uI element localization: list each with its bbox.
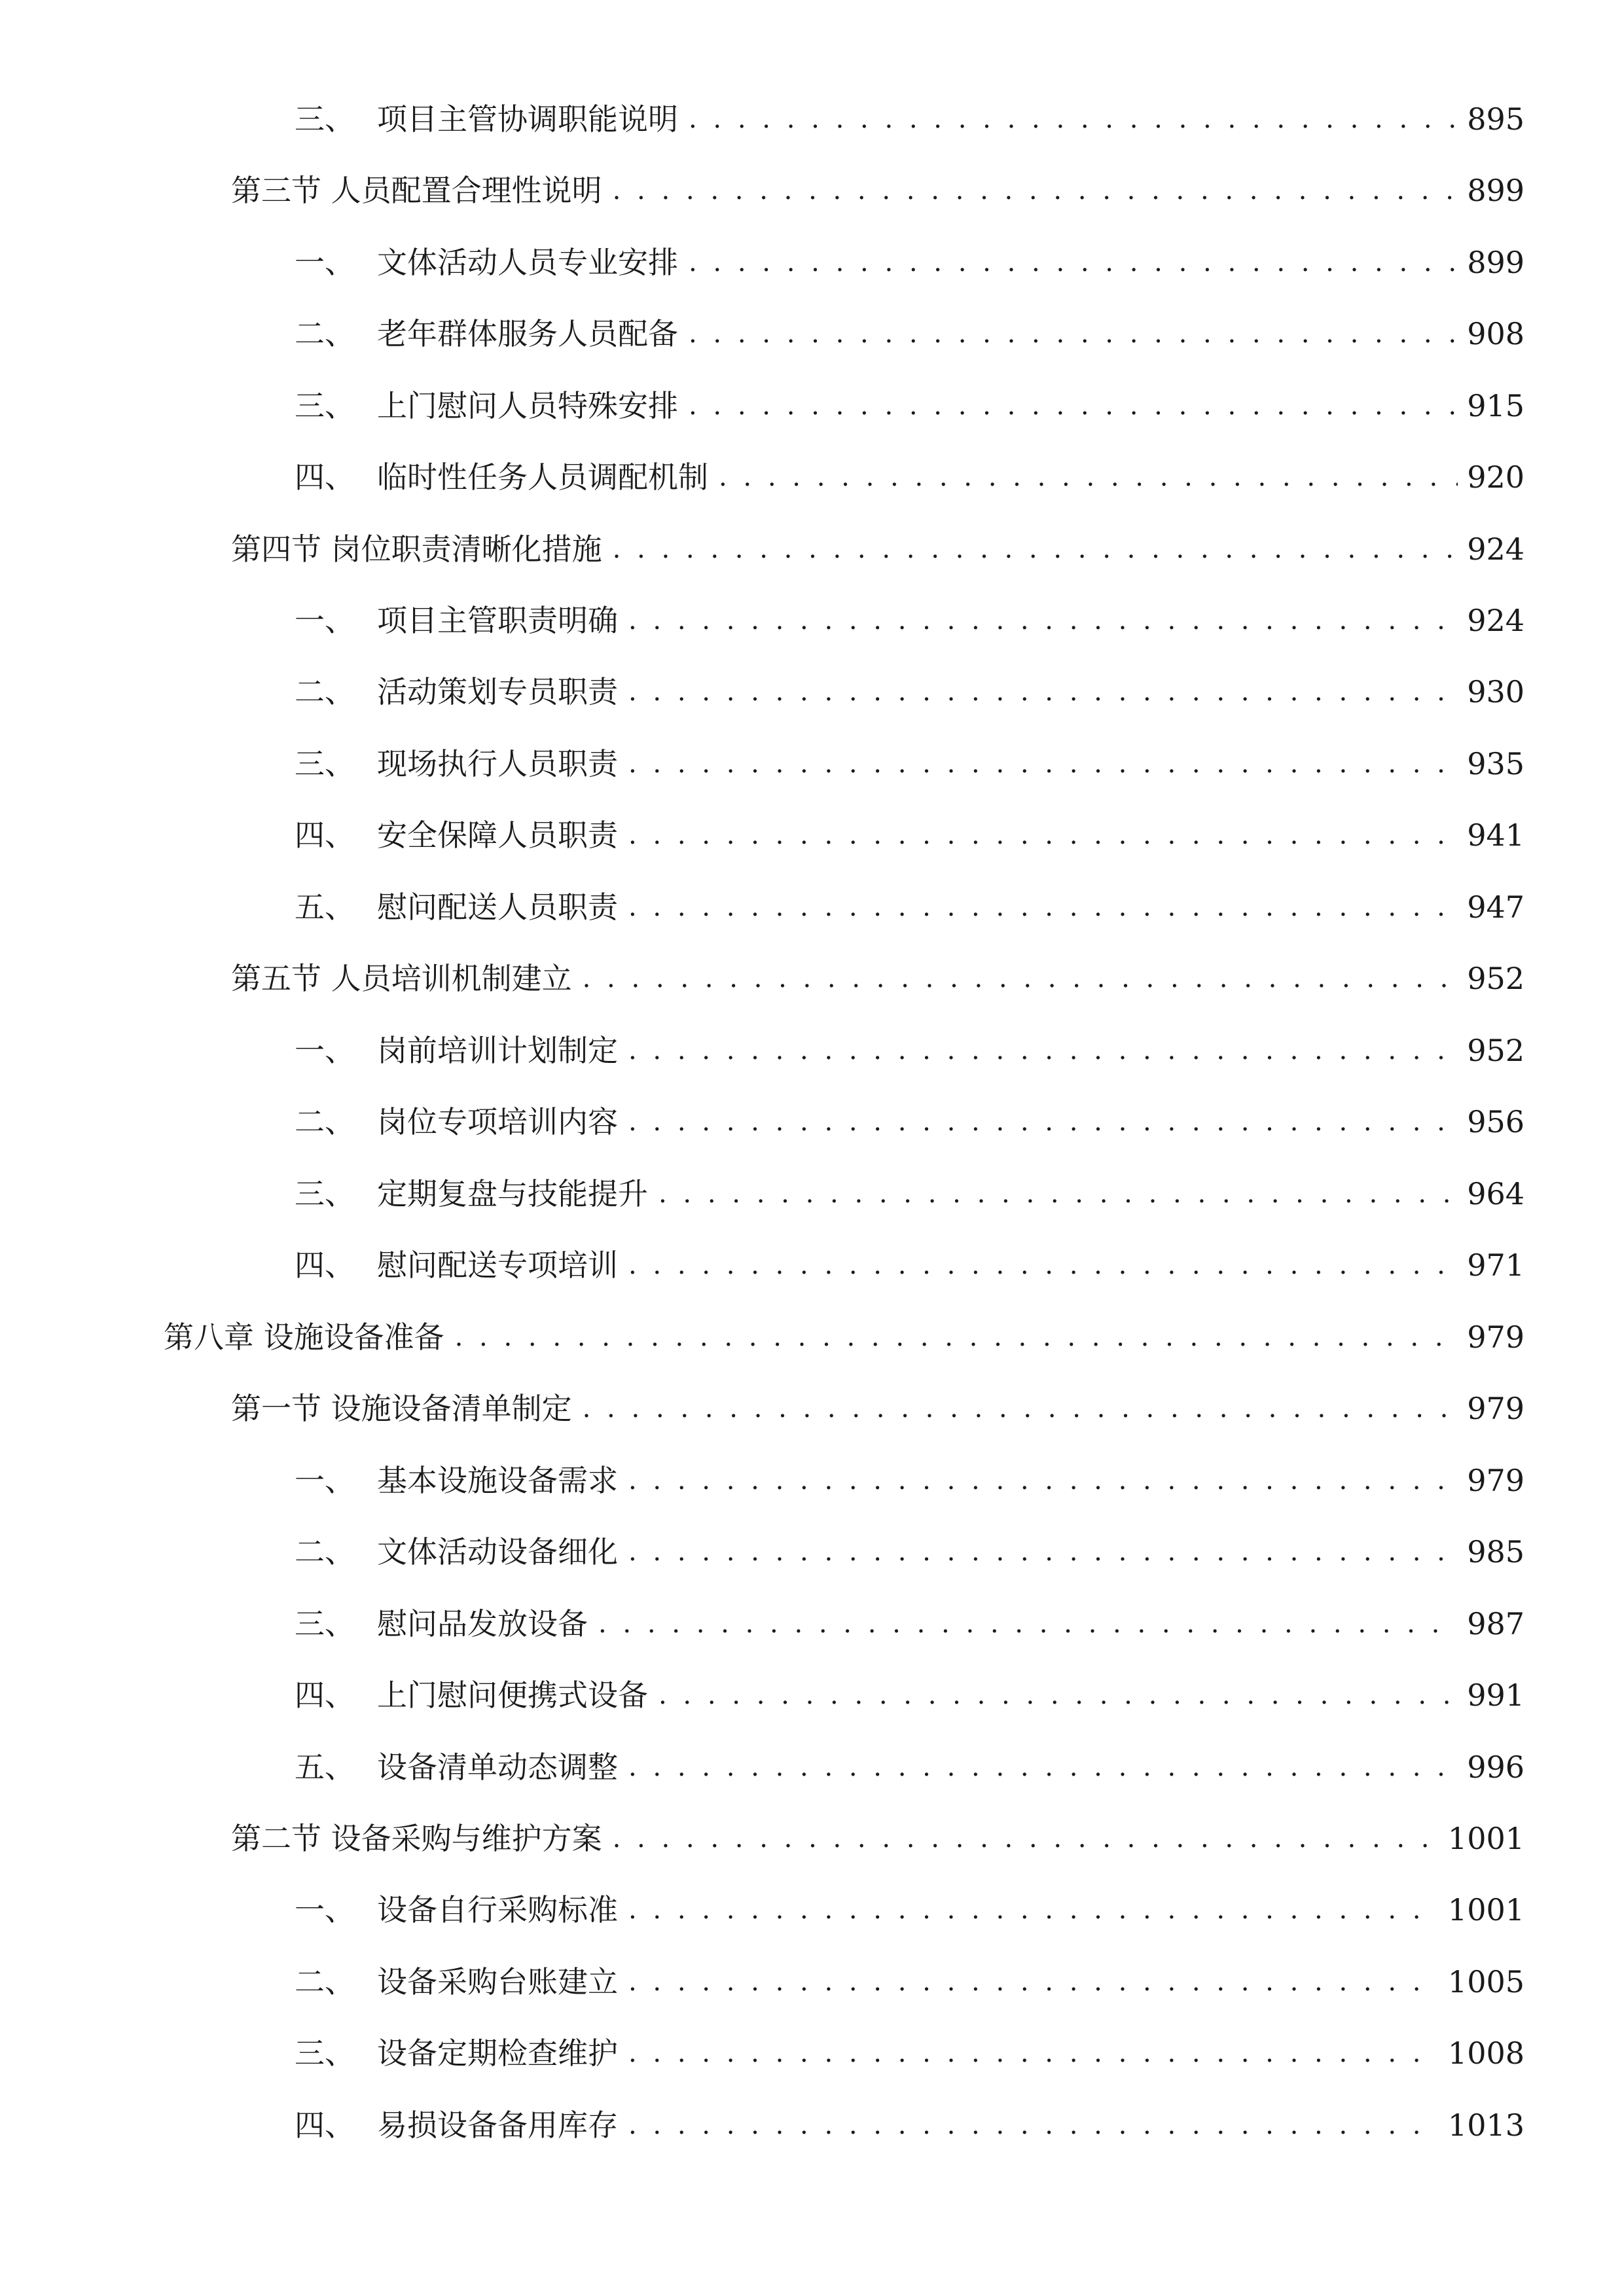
toc-entry-title: 第三节 人员配置合理性说明 [231,173,602,208]
toc-entry-number: 三、 [295,1606,355,1641]
toc-entry-number: 三、 [295,2036,355,2071]
dot-leader [689,236,1458,289]
toc-entry-number: 四、 [295,2108,355,2143]
toc-entry[interactable] [295,380,1525,432]
toc-entry-page: 979 [1467,1463,1525,1498]
toc-entry[interactable] [295,93,1525,145]
toc-entry-page: 908 [1467,316,1525,351]
toc-entry[interactable] [295,1454,1525,1507]
dot-leader [719,451,1458,503]
toc-entry-title: 慰问配送专项培训 [377,1247,618,1283]
toc-entry[interactable] [295,1096,1525,1148]
dot-leader [628,1526,1458,1578]
toc-entry-number: 四、 [295,459,355,495]
toc-entry-title: 慰问品发放设备 [377,1606,588,1641]
toc-entry-title: 老年群体服务人员配备 [377,316,678,351]
toc-entry-page: 1005 [1447,1964,1525,2000]
toc-entry-title: 设备自行采购标准 [377,1892,618,1928]
toc-entry-number: 三、 [295,746,355,781]
toc-entry[interactable] [295,451,1525,503]
toc-entry-number: 一、 [295,245,355,280]
toc-entry-number: 一、 [295,1033,355,1068]
dot-leader [628,594,1458,647]
toc-entry-page: 947 [1467,889,1525,925]
dot-leader [613,164,1458,217]
toc-entry-number: 一、 [295,1892,355,1928]
toc-entry-title: 岗前培训计划制定 [377,1033,618,1068]
toc-entry-number: 五、 [295,889,355,925]
dot-leader [613,523,1458,575]
toc-entry-page: 979 [1467,1391,1525,1426]
toc-entry-number: 三、 [295,388,355,423]
toc-entry-title: 活动策划专员职责 [377,674,618,709]
dot-leader [628,881,1458,933]
toc-entry-page: 956 [1467,1104,1525,1139]
toc-entry[interactable] [295,809,1525,861]
toc-entry-page: 996 [1467,1749,1525,1785]
toc-entry[interactable] [231,1382,1525,1435]
toc-entry-number: 二、 [295,316,355,351]
toc-entry-page: 1001 [1447,1892,1525,1928]
toc-entry-page: 952 [1467,961,1525,996]
toc-entry[interactable] [295,1168,1525,1220]
toc-entry-page: 924 [1467,531,1525,567]
dot-leader [659,1168,1458,1220]
toc-entry-page: 941 [1467,817,1525,853]
toc-entry[interactable] [295,594,1525,647]
toc-entry-number: 二、 [295,1534,355,1570]
toc-entry-title: 第二节 设备采购与维护方案 [231,1821,602,1856]
toc-entry-title: 安全保障人员职责 [377,817,618,853]
toc-entry-number: 四、 [295,1677,355,1713]
toc-entry-page: 971 [1467,1247,1525,1283]
dot-leader [628,1884,1439,1936]
toc-entry-page: 935 [1467,746,1525,781]
toc-entry[interactable] [295,1024,1525,1077]
toc-entry-title: 设备定期检查维护 [377,2036,618,2071]
toc-entry-title: 设备采购台账建立 [377,1964,618,2000]
toc-entry[interactable] [231,164,1525,217]
toc-entry-page: 1001 [1447,1821,1525,1856]
toc-entry-number: 三、 [295,101,355,137]
toc-entry-page: 985 [1467,1534,1525,1570]
toc-entry[interactable] [295,1884,1525,1936]
toc-entry[interactable] [295,2027,1525,2079]
toc-entry-title: 慰问配送人员职责 [377,889,618,925]
dot-leader [628,2099,1439,2151]
toc-entry-number: 一、 [295,603,355,638]
toc-entry-page: 991 [1467,1677,1525,1713]
toc-entry[interactable] [295,666,1525,718]
toc-entry-page: 930 [1467,674,1525,709]
toc-entry-number: 三、 [295,1176,355,1211]
toc-entry-page: 920 [1467,459,1525,495]
toc-entry-title: 岗位专项培训内容 [377,1104,618,1139]
dot-leader [583,1382,1458,1435]
toc-entry-page: 895 [1467,101,1525,137]
toc-entry-title: 第一节 设施设备清单制定 [231,1391,572,1426]
toc-entry-number: 四、 [295,817,355,853]
toc-entry-page: 964 [1467,1176,1525,1211]
toc-entry[interactable] [295,2099,1525,2151]
toc-entry[interactable] [231,952,1525,1005]
dot-leader [628,1239,1458,1291]
toc-entry-title: 临时性任务人员调配机制 [377,459,708,495]
toc-entry-number: 四、 [295,1247,355,1283]
dot-leader [613,1812,1439,1865]
toc-entry-title: 易损设备备用库存 [377,2108,618,2143]
toc-entry-page: 915 [1467,388,1525,423]
toc-entry-page: 899 [1467,173,1525,208]
toc-entry-title: 基本设施设备需求 [377,1463,618,1498]
toc-entry[interactable] [295,738,1525,790]
dot-leader [628,1741,1458,1793]
dot-leader [628,1096,1458,1148]
dot-leader [628,2027,1439,2079]
toc-entry-page: 979 [1467,1319,1525,1355]
dot-leader [628,666,1458,718]
toc-entry-title: 项目主管职责明确 [377,603,618,638]
toc-entry-page: 1008 [1447,2036,1525,2071]
dot-leader [659,1669,1458,1721]
toc-entry-number: 一、 [295,1463,355,1498]
toc-entry-title: 上门慰问便携式设备 [377,1677,648,1713]
toc-entry-page: 1013 [1447,2108,1525,2143]
toc-entry[interactable] [295,1669,1525,1721]
toc-entry[interactable] [295,881,1525,933]
toc-entry[interactable] [295,1239,1525,1291]
dot-leader [583,952,1458,1005]
toc-entry[interactable] [295,1741,1525,1793]
toc-entry-title: 文体活动设备细化 [377,1534,618,1570]
toc-entry[interactable] [231,523,1525,575]
toc-entry-page: 924 [1467,603,1525,638]
dot-leader [598,1598,1458,1650]
toc-entry[interactable] [295,1598,1525,1650]
toc-entry-page: 899 [1467,245,1525,280]
dot-leader [628,1454,1458,1507]
toc-entry-title: 设备清单动态调整 [377,1749,618,1785]
toc-entry[interactable] [295,308,1525,360]
toc-entry-number: 五、 [295,1749,355,1785]
dot-leader [689,380,1458,432]
toc-entry[interactable] [295,1526,1525,1578]
dot-leader [628,809,1458,861]
dot-leader [628,1024,1458,1077]
dot-leader [455,1311,1458,1363]
toc-entry-title: 现场执行人员职责 [377,746,618,781]
dot-leader [689,93,1458,145]
toc-entry-title: 第四节 岗位职责清晰化措施 [231,531,602,567]
toc-entry[interactable] [164,1311,1525,1363]
dot-leader [628,1956,1439,2008]
toc-entry-number: 二、 [295,1964,355,2000]
toc-entry-title: 第五节 人员培训机制建立 [231,961,572,996]
toc-entry-title: 项目主管协调职能说明 [377,101,678,137]
toc-entry-title: 文体活动人员专业安排 [377,245,678,280]
toc-entry[interactable] [231,1812,1525,1865]
toc-entry-title: 上门慰问人员特殊安排 [377,388,678,423]
toc-entry[interactable] [295,1956,1525,2008]
toc-entry-page: 952 [1467,1033,1525,1068]
toc-entry-title: 定期复盘与技能提升 [377,1176,648,1211]
toc-entry-page: 987 [1467,1606,1525,1641]
toc-entry-title: 第八章 设施设备准备 [164,1319,444,1355]
toc-entry[interactable] [295,236,1525,289]
dot-leader [628,738,1458,790]
toc-entry-number: 二、 [295,674,355,709]
toc-entry-number: 二、 [295,1104,355,1139]
dot-leader [689,308,1458,360]
